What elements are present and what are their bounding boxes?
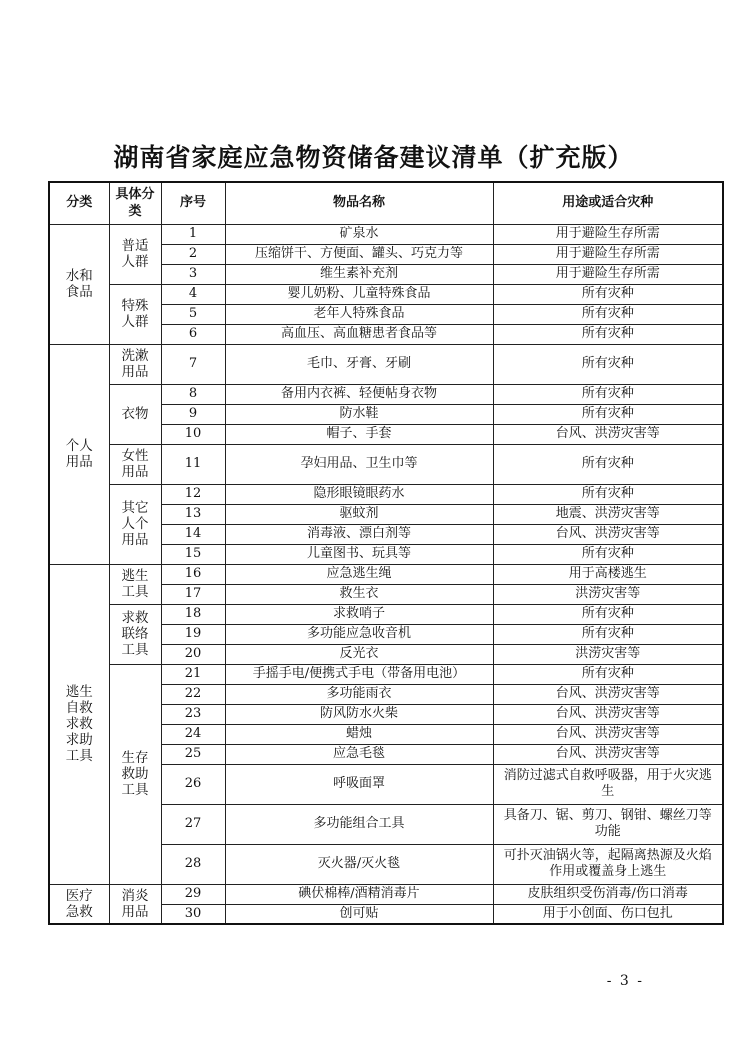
table-row: [49, 564, 723, 584]
row-item: 高血压、高血糖患者食品等: [225, 324, 493, 344]
row-usage: 所有灾种: [493, 384, 723, 404]
row-number: 8: [161, 384, 225, 404]
row-number: 1: [161, 224, 225, 244]
row-number: 23: [161, 704, 225, 724]
row-usage: 所有灾种: [493, 624, 723, 644]
row-item: 求救哨子: [225, 604, 493, 624]
category-food: 水和食品: [49, 224, 109, 344]
table-row: [49, 384, 723, 404]
row-item: 驱蚊剂: [225, 504, 493, 524]
row-number: 9: [161, 404, 225, 424]
row-item: 应急逃生绳: [225, 564, 493, 584]
row-number: 22: [161, 684, 225, 704]
row-usage: 可扑灭油锅火等，起隔离热源及火焰作用或覆盖身上逃生: [493, 844, 723, 884]
subcategory-antiseptic: 消炎用品: [109, 884, 161, 924]
row-usage: 所有灾种: [493, 324, 723, 344]
row-usage: 台风、洪涝灾害等: [493, 704, 723, 724]
row-number: 26: [161, 764, 225, 804]
row-usage: 台风、洪涝灾害等: [493, 424, 723, 444]
subcategory-clothing: 衣物: [109, 384, 161, 444]
row-item: 婴儿奶粉、儿童特殊食品: [225, 284, 493, 304]
row-number: 6: [161, 324, 225, 344]
row-usage: 消防过滤式自救呼吸器，用于火灾逃生: [493, 764, 723, 804]
row-usage: 所有灾种: [493, 444, 723, 484]
header-item: 物品名称: [225, 182, 493, 224]
row-number: 19: [161, 624, 225, 644]
row-item: 多功能雨衣: [225, 684, 493, 704]
row-usage: 所有灾种: [493, 344, 723, 384]
row-usage: 用于避险生存所需: [493, 244, 723, 264]
row-item: 孕妇用品、卫生巾等: [225, 444, 493, 484]
row-number: 15: [161, 544, 225, 564]
page-title: 湖南省家庭应急物资储备建议清单（扩充版）: [113, 143, 634, 172]
row-item: 帽子、手套: [225, 424, 493, 444]
row-usage: 地震、洪涝灾害等: [493, 504, 723, 524]
row-usage: 具备刀、锯、剪刀、钢钳、螺丝刀等功能: [493, 804, 723, 844]
table-row: [49, 284, 723, 304]
row-item: 创可贴: [225, 904, 493, 924]
row-item: 呼吸面罩: [225, 764, 493, 804]
row-item: 儿童图书、玩具等: [225, 544, 493, 564]
header-row: [49, 182, 723, 224]
row-usage: 台风、洪涝灾害等: [493, 684, 723, 704]
category-escape: 逃生自救求救求助工具: [49, 564, 109, 884]
subcategory-survival: 生存救助工具: [109, 664, 161, 884]
row-item: 蜡烛: [225, 724, 493, 744]
row-usage: 台风、洪涝灾害等: [493, 724, 723, 744]
row-item: 备用内衣裤、轻便帖身衣物: [225, 384, 493, 404]
row-usage: 用于避险生存所需: [493, 224, 723, 244]
supply-table: [48, 181, 724, 925]
row-item: 防水鞋: [225, 404, 493, 424]
row-item: 消毒液、漂白剂等: [225, 524, 493, 544]
row-item: 老年人特殊食品: [225, 304, 493, 324]
subcategory-other: 其它人个用品: [109, 484, 161, 564]
row-number: 21: [161, 664, 225, 684]
row-usage: 台风、洪涝灾害等: [493, 524, 723, 544]
subcategory-general: 普适人群: [109, 224, 161, 284]
row-usage: 洪涝灾害等: [493, 584, 723, 604]
row-number: 11: [161, 444, 225, 484]
row-number: 17: [161, 584, 225, 604]
row-number: 25: [161, 744, 225, 764]
row-number: 10: [161, 424, 225, 444]
row-item: 应急毛毯: [225, 744, 493, 764]
category-medical: 医疗急救: [49, 884, 109, 924]
category-personal: 个人用品: [49, 344, 109, 564]
row-usage: 所有灾种: [493, 304, 723, 324]
row-number: 14: [161, 524, 225, 544]
row-number: 29: [161, 884, 225, 904]
row-usage: 用于高楼逃生: [493, 564, 723, 584]
row-usage: 台风、洪涝灾害等: [493, 744, 723, 764]
row-number: 3: [161, 264, 225, 284]
row-number: 24: [161, 724, 225, 744]
row-usage: 所有灾种: [493, 284, 723, 304]
row-usage: 所有灾种: [493, 404, 723, 424]
row-usage: 所有灾种: [493, 664, 723, 684]
row-item: 隐形眼镜眼药水: [225, 484, 493, 504]
row-usage: 用于避险生存所需: [493, 264, 723, 284]
row-item: 救生衣: [225, 584, 493, 604]
row-number: 28: [161, 844, 225, 884]
row-usage: 所有灾种: [493, 484, 723, 504]
row-number: 16: [161, 564, 225, 584]
row-usage: 皮肤组织受伤消毒/伤口消毒: [493, 884, 723, 904]
row-number: 13: [161, 504, 225, 524]
table-row: [49, 484, 723, 504]
row-usage: 所有灾种: [493, 544, 723, 564]
row-item: 维生素补充剂: [225, 264, 493, 284]
row-usage: 所有灾种: [493, 604, 723, 624]
row-number: 7: [161, 344, 225, 384]
row-item: 防风防水火柴: [225, 704, 493, 724]
table-row: [49, 224, 723, 244]
row-item: 手摇手电/便携式手电（带备用电池）: [225, 664, 493, 684]
row-item: 碘伏棉棒/酒精消毒片: [225, 884, 493, 904]
row-number: 5: [161, 304, 225, 324]
page-number: - 3 -: [606, 973, 644, 989]
row-item: 毛巾、牙膏、牙刷: [225, 344, 493, 384]
row-item: 反光衣: [225, 644, 493, 664]
row-number: 18: [161, 604, 225, 624]
row-number: 30: [161, 904, 225, 924]
table-row: [49, 604, 723, 624]
header-subcategory: 具体分类: [109, 182, 161, 224]
row-item: 多功能应急收音机: [225, 624, 493, 644]
subcategory-rescue-tools: 求救联络工具: [109, 604, 161, 664]
header-usage: 用途或适合灾种: [493, 182, 723, 224]
table-row: [49, 664, 723, 684]
row-number: 27: [161, 804, 225, 844]
subcategory-escape-tools: 逃生工具: [109, 564, 161, 604]
subcategory-special: 特殊人群: [109, 284, 161, 344]
row-item: 压缩饼干、方便面、罐头、巧克力等: [225, 244, 493, 264]
row-number: 20: [161, 644, 225, 664]
row-usage: 洪涝灾害等: [493, 644, 723, 664]
table-row: [49, 444, 723, 484]
row-number: 4: [161, 284, 225, 304]
header-category: 分类: [49, 182, 109, 224]
row-number: 2: [161, 244, 225, 264]
row-number: 12: [161, 484, 225, 504]
row-usage: 用于小创面、伤口包扎: [493, 904, 723, 924]
table-row: [49, 344, 723, 384]
subcategory-wash: 洗漱用品: [109, 344, 161, 384]
subcategory-female: 女性用品: [109, 444, 161, 484]
header-number: 序号: [161, 182, 225, 224]
row-item: 灭火器/灭火毯: [225, 844, 493, 884]
row-item: 多功能组合工具: [225, 804, 493, 844]
table-row: [49, 884, 723, 904]
row-item: 矿泉水: [225, 224, 493, 244]
